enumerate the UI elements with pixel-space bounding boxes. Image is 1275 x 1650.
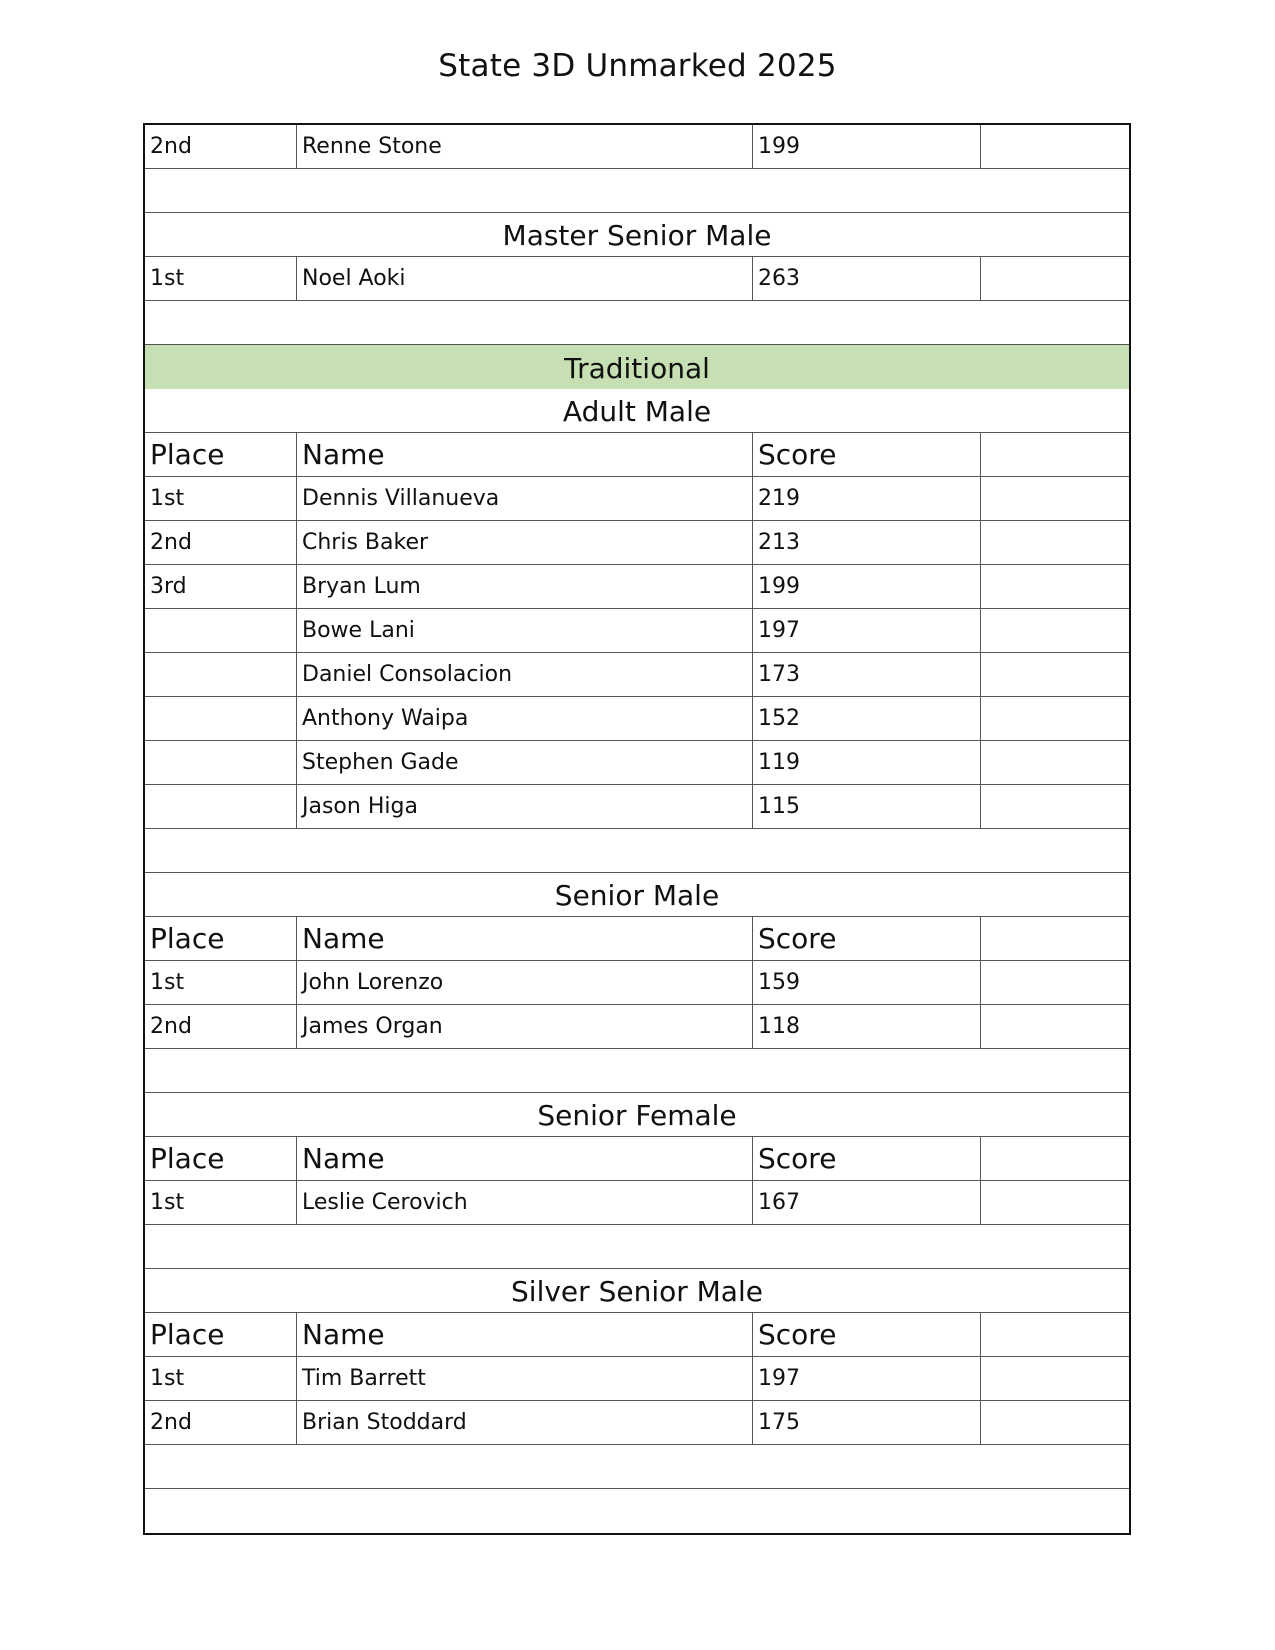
- place-cell: 2nd: [145, 521, 297, 564]
- section-title-text: Senior Female: [537, 1099, 737, 1132]
- table-row: [145, 961, 1129, 1005]
- empty-header: [981, 433, 1129, 476]
- section-title-senior-male: [145, 873, 1129, 917]
- score-cell: 213: [753, 521, 981, 564]
- table-row: [145, 477, 1129, 521]
- column-header-row: [145, 1313, 1129, 1357]
- section-title-text: Silver Senior Male: [511, 1275, 763, 1308]
- empty-header: [981, 1313, 1129, 1356]
- place-cell: [145, 653, 297, 696]
- table-row: [145, 653, 1129, 697]
- place-cell: [145, 697, 297, 740]
- blank-row: [145, 1049, 1129, 1093]
- score-header: Score: [753, 433, 981, 476]
- table-row: [145, 1005, 1129, 1049]
- empty-header: [981, 917, 1129, 960]
- table-row: [145, 257, 1129, 301]
- empty-cell: [981, 1401, 1129, 1444]
- place-cell: 1st: [145, 257, 297, 300]
- blank-row: [145, 301, 1129, 345]
- empty-cell: [981, 1005, 1129, 1048]
- score-cell: 199: [753, 125, 981, 168]
- empty-cell: [981, 609, 1129, 652]
- score-cell: 118: [753, 1005, 981, 1048]
- place-header: Place: [145, 1137, 297, 1180]
- blank-row: [145, 829, 1129, 873]
- empty-cell: [981, 697, 1129, 740]
- empty-cell: [981, 521, 1129, 564]
- table-row: [145, 565, 1129, 609]
- division-banner-text: Traditional: [564, 351, 710, 385]
- name-cell: James Organ: [297, 1005, 753, 1048]
- table-row: [145, 125, 1129, 169]
- section-title-text: Adult Male: [562, 395, 712, 428]
- place-cell: [145, 609, 297, 652]
- place-cell: 1st: [145, 961, 297, 1004]
- place-cell: [145, 741, 297, 784]
- score-cell: 197: [753, 609, 981, 652]
- empty-cell: [981, 785, 1129, 828]
- empty-cell: [981, 1357, 1129, 1400]
- place-header: Place: [145, 433, 297, 476]
- name-cell: Brian Stoddard: [297, 1401, 753, 1444]
- name-cell: Stephen Gade: [297, 741, 753, 784]
- blank-row: [145, 1445, 1129, 1489]
- score-cell: 219: [753, 477, 981, 520]
- score-cell: 119: [753, 741, 981, 784]
- name-cell: Daniel Consolacion: [297, 653, 753, 696]
- section-title-text: Master Senior Male: [502, 219, 772, 252]
- empty-cell: [981, 565, 1129, 608]
- place-cell: 2nd: [145, 1005, 297, 1048]
- place-cell: 1st: [145, 477, 297, 520]
- score-cell: 167: [753, 1181, 981, 1224]
- blank-row: [145, 1489, 1129, 1533]
- section-title-senior-female: [145, 1093, 1129, 1137]
- name-cell: Anthony Waipa: [297, 697, 753, 740]
- table-row: [145, 741, 1129, 785]
- blank-row: [145, 1225, 1129, 1269]
- name-cell: Bowe Lani: [297, 609, 753, 652]
- name-cell: Bryan Lum: [297, 565, 753, 608]
- name-cell: Noel Aoki: [297, 257, 753, 300]
- section-title-silver-senior-male: [145, 1269, 1129, 1313]
- score-cell: 175: [753, 1401, 981, 1444]
- name-cell: Leslie Cerovich: [297, 1181, 753, 1224]
- score-header: Score: [753, 1137, 981, 1180]
- table-row: [145, 1181, 1129, 1225]
- place-header: Place: [145, 917, 297, 960]
- division-banner-traditional: [145, 345, 1129, 389]
- score-cell: 197: [753, 1357, 981, 1400]
- empty-cell: [981, 1181, 1129, 1224]
- section-title-master-senior-male: [145, 213, 1129, 257]
- table-row: [145, 609, 1129, 653]
- table-row: [145, 1401, 1129, 1445]
- name-cell: Chris Baker: [297, 521, 753, 564]
- score-header: Score: [753, 917, 981, 960]
- page-title: State 3D Unmarked 2025: [438, 48, 837, 84]
- results-table: [143, 123, 1131, 1535]
- score-cell: 115: [753, 785, 981, 828]
- name-cell: Dennis Villanueva: [297, 477, 753, 520]
- place-cell: 3rd: [145, 565, 297, 608]
- table-row: [145, 521, 1129, 565]
- score-cell: 159: [753, 961, 981, 1004]
- empty-header: [981, 1137, 1129, 1180]
- table-row: [145, 697, 1129, 741]
- empty-cell: [981, 653, 1129, 696]
- score-cell: 199: [753, 565, 981, 608]
- score-cell: 173: [753, 653, 981, 696]
- blank-row: [145, 169, 1129, 213]
- name-cell: Renne Stone: [297, 125, 753, 168]
- empty-cell: [981, 477, 1129, 520]
- name-cell: John Lorenzo: [297, 961, 753, 1004]
- place-header: Place: [145, 1313, 297, 1356]
- name-header: Name: [297, 1137, 753, 1180]
- score-cell: 263: [753, 257, 981, 300]
- place-cell: 2nd: [145, 1401, 297, 1444]
- name-cell: Jason Higa: [297, 785, 753, 828]
- name-header: Name: [297, 1313, 753, 1356]
- column-header-row: [145, 917, 1129, 961]
- name-cell: Tim Barrett: [297, 1357, 753, 1400]
- empty-cell: [981, 257, 1129, 300]
- column-header-row: [145, 1137, 1129, 1181]
- score-cell: 152: [753, 697, 981, 740]
- place-cell: [145, 785, 297, 828]
- empty-cell: [981, 125, 1129, 168]
- column-header-row: [145, 433, 1129, 477]
- empty-cell: [981, 961, 1129, 1004]
- place-cell: 1st: [145, 1357, 297, 1400]
- empty-cell: [981, 741, 1129, 784]
- place-cell: 2nd: [145, 125, 297, 168]
- score-header: Score: [753, 1313, 981, 1356]
- section-title-text: Senior Male: [554, 879, 720, 912]
- place-cell: 1st: [145, 1181, 297, 1224]
- table-row: [145, 1357, 1129, 1401]
- name-header: Name: [297, 917, 753, 960]
- section-title-adult-male: [145, 389, 1129, 433]
- name-header: Name: [297, 433, 753, 476]
- table-row: [145, 785, 1129, 829]
